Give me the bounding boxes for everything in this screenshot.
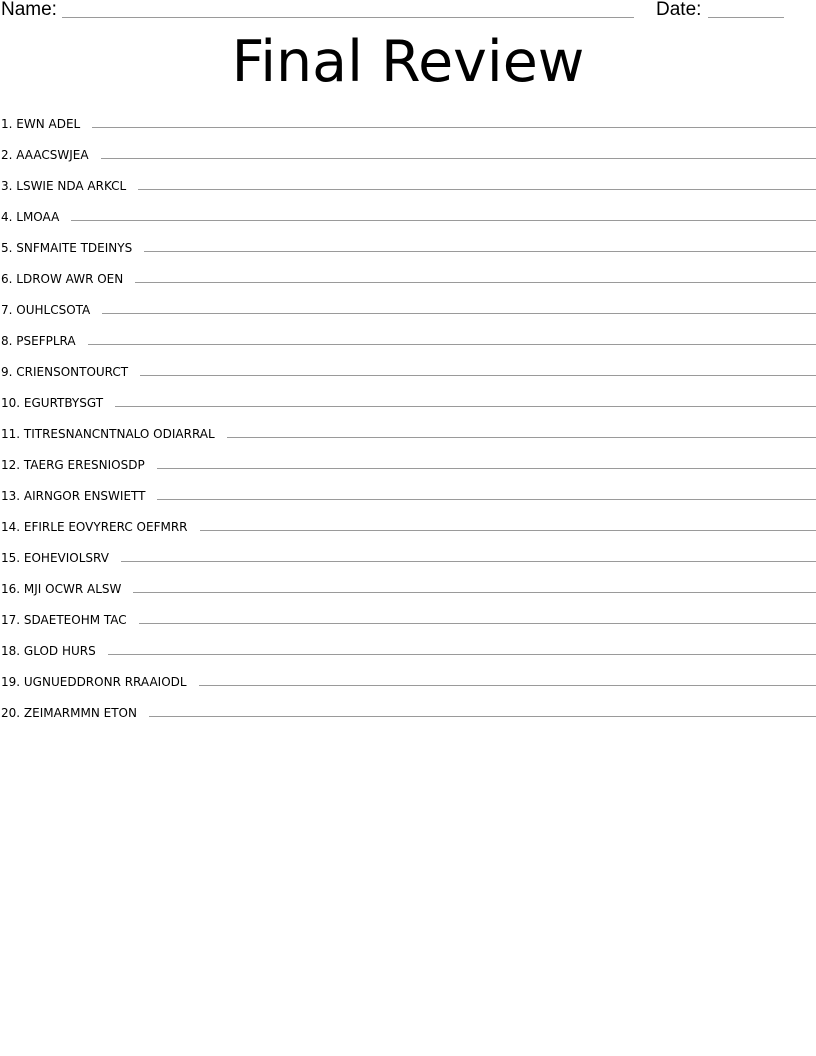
- question-text: 12. TAERG ERESNIOSDP: [1, 458, 145, 472]
- question-row: [0, 328, 816, 359]
- answer-line[interactable]: [71, 220, 816, 221]
- question-text: 9. CRIENSONTOURCT: [1, 365, 129, 379]
- answer-line[interactable]: [88, 344, 816, 345]
- answer-line[interactable]: [200, 530, 816, 531]
- question-row: [0, 359, 816, 390]
- question-row: [0, 142, 816, 173]
- question-row: [0, 514, 816, 545]
- question-row: [0, 235, 816, 266]
- answer-line[interactable]: [121, 561, 816, 562]
- question-text: 20. ZEIMARMMN ETON: [1, 706, 137, 720]
- page-title: Final Review: [231, 29, 585, 95]
- question-row: [0, 576, 816, 607]
- date-field-line[interactable]: [708, 17, 784, 18]
- answer-line[interactable]: [108, 654, 816, 655]
- question-text: 3. LSWIE NDA ARKCL: [1, 179, 127, 193]
- question-text: 14. EFIRLE EOVYRERC OEFMRR: [1, 520, 188, 534]
- question-row: [0, 483, 816, 514]
- question-text: 5. SNFMAITE TDEINYS: [1, 241, 133, 255]
- question-row: [0, 638, 816, 669]
- answer-line[interactable]: [149, 716, 816, 717]
- answer-line[interactable]: [227, 437, 816, 438]
- question-row: [0, 421, 816, 452]
- answer-line[interactable]: [144, 251, 816, 252]
- question-text: 13. AIRNGOR ENSWIETT: [1, 489, 146, 503]
- answer-line[interactable]: [92, 127, 816, 128]
- answer-line[interactable]: [135, 282, 816, 283]
- date-label: Date:: [656, 0, 702, 20]
- question-text: 1. EWN ADEL: [1, 117, 81, 131]
- question-row: [0, 111, 816, 142]
- question-text: 10. EGURTBYSGT: [1, 396, 104, 410]
- question-row: [0, 390, 816, 421]
- question-row: [0, 669, 816, 700]
- worksheet-header: [0, 0, 816, 24]
- question-text: 11. TITRESNANCNTNALO ODIARRAL: [1, 427, 215, 441]
- answer-line[interactable]: [140, 375, 816, 376]
- question-text: 8. PSEFPLRA: [1, 334, 76, 348]
- name-label: Name:: [1, 0, 57, 20]
- answer-line[interactable]: [101, 158, 816, 159]
- answer-line[interactable]: [138, 189, 816, 190]
- answer-line[interactable]: [139, 623, 816, 624]
- question-row: [0, 700, 816, 731]
- question-row: [0, 173, 816, 204]
- question-text: 18. GLOD HURS: [1, 644, 96, 658]
- question-text: 17. SDAETEOHM TAC: [1, 613, 127, 627]
- answer-line[interactable]: [102, 313, 816, 314]
- answer-line[interactable]: [199, 685, 816, 686]
- answer-line[interactable]: [157, 468, 816, 469]
- question-row: [0, 452, 816, 483]
- answer-line[interactable]: [157, 499, 816, 500]
- question-row: [0, 297, 816, 328]
- question-row: [0, 607, 816, 638]
- question-text: 19. UGNUEDDRONR RRAAIODL: [1, 675, 187, 689]
- question-text: 16. MJI OCWR ALSW: [1, 582, 122, 596]
- answer-line[interactable]: [115, 406, 816, 407]
- question-text: 2. AAACSWJEA: [1, 148, 89, 162]
- name-field-line[interactable]: [62, 17, 634, 18]
- question-text: 15. EOHEVIOLSRV: [1, 551, 109, 565]
- question-text: 4. LMOAA: [1, 210, 60, 224]
- question-text: 7. OUHLCSOTA: [1, 303, 91, 317]
- question-text: 6. LDROW AWR OEN: [1, 272, 124, 286]
- question-row: [0, 266, 816, 297]
- question-list: [0, 111, 816, 731]
- question-row: [0, 204, 816, 235]
- answer-line[interactable]: [133, 592, 816, 593]
- question-row: [0, 545, 816, 576]
